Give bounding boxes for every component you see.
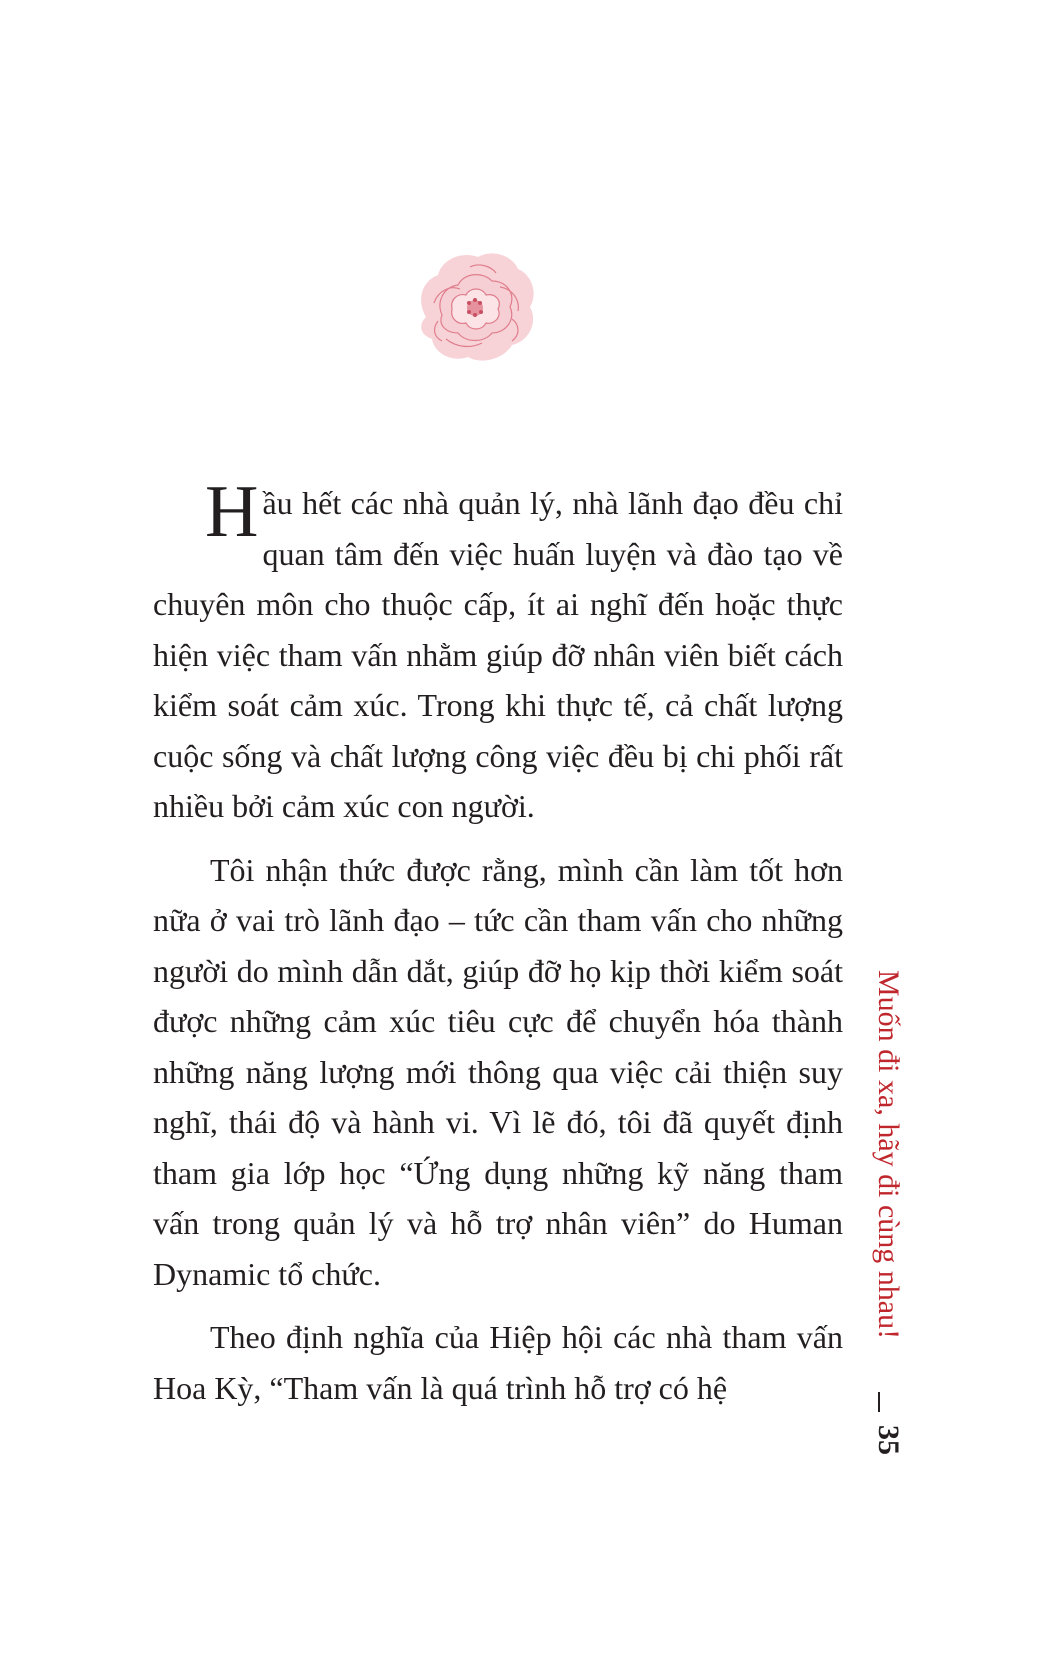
peony-flower-icon (412, 245, 542, 370)
drop-cap: H (205, 471, 259, 553)
page-number: 35 (872, 1425, 905, 1455)
paragraph-3: Theo định nghĩa của Hiệp hội các nhà tham vấn Hoa Kỳ, “Tham vấn là quá trình hỗ trợ có hệ (153, 1319, 843, 1406)
paragraph-1 (153, 471, 843, 832)
body-text (153, 471, 843, 1413)
paragraph-2: Tôi nhận thức được rằng, mình cần làm tốt hơn nữa ở vai trò lãnh đạo – tức cần tham vấn cho những người do mình dẫn dắt, giúp đỡ họ kịp thời kiểm soát được những cảm xúc tiêu cực để chuyển hóa thành những năng lượng mới thông qua việc cải thiện suy nghĩ, thái độ và hành vi. Vì lẽ đó, tôi đã quyết định tham gia lớp học “Ứng dụng những kỹ năng tham vấn trong quản lý và hỗ trợ nhân viên” do Human Dynamic tổ chức. (153, 851, 843, 1292)
page-divider (878, 1392, 880, 1412)
paragraph-1-text: ầu hết các nhà quản lý, nhà lãnh đạo đều chỉ quan tâm đến việc huấn luyện và đào tạo về chuyên môn cho thuộc cấp, ít ai nghĩ đến hoặc thực hiện việc tham vấn nhằm giúp đỡ nhân viên biết cách kiểm soát cảm xúc. Trong khi thực tế, cả chất lượng cuộc sống và chất lượng công việc đều bị chi phối rất nhiều bởi cảm xúc con người. (153, 485, 843, 824)
running-head: Muốn đi xa, hãy đi cùng nhau! (872, 970, 905, 1340)
